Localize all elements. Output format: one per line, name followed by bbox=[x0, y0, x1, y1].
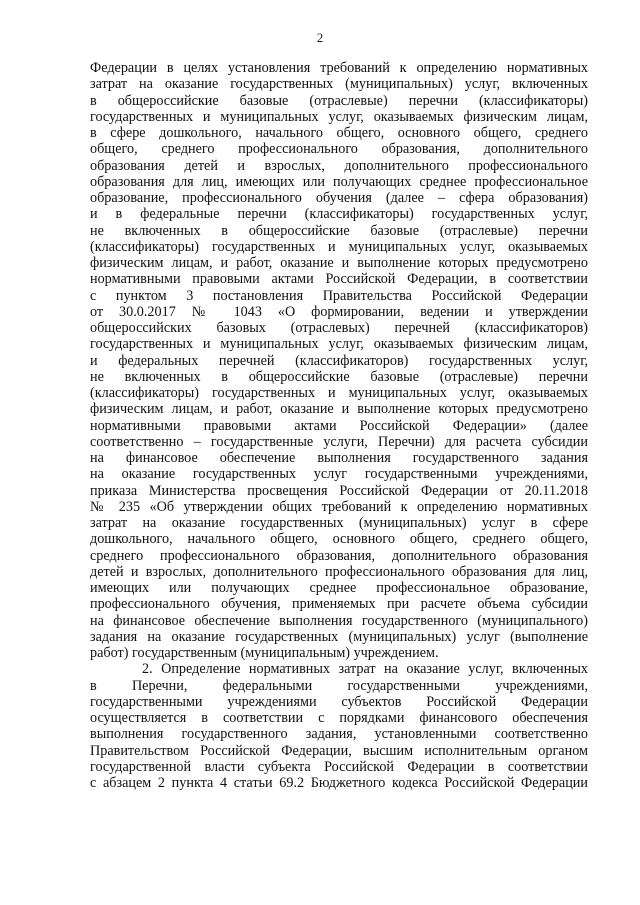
text-line: соответственно – государственные услуги, Перечни) для расчета субсидии bbox=[90, 433, 588, 450]
text-line: (классификаторы) государственных и муниципальных услуг, оказываемых bbox=[90, 238, 588, 255]
text-line: Федерации в целях установления требований к определению нормативных bbox=[90, 60, 588, 76]
text-line: не включенных в общероссийские базовые (отраслевые) перечни bbox=[90, 222, 588, 239]
text-line: с пунктом 3 постановления Правительства Российской Федерации bbox=[90, 287, 588, 304]
paragraph-1 bbox=[90, 60, 588, 661]
text-line: затрат на оказание государственных (муниципальных) услуг, включенных bbox=[90, 76, 588, 93]
text-line: № 235 «Об утверждении общих требований к определению нормативных bbox=[90, 498, 588, 515]
text-line: Правительством Российской Федерации, высшим исполнительным органом bbox=[90, 742, 588, 759]
text-line: не включенных в общероссийские базовые (отраслевые) перечни bbox=[90, 368, 588, 385]
text-line: 2. Определение нормативных затрат на оказание услуг, включенных bbox=[142, 661, 588, 678]
text-line: от 30.0.2017 № 1043 «О формировании, ведении и утверждении bbox=[90, 303, 588, 320]
text-line: осуществляется в соответствии с порядками финансового обеспечения bbox=[90, 710, 588, 726]
text-line: образования детей и взрослых, дополнительного профессионального bbox=[90, 157, 588, 174]
paragraph-2 bbox=[90, 661, 588, 791]
text-line: с абзацем 2 пункта 4 статьи 69.2 Бюджетного кодекса Российской Федерации bbox=[90, 775, 588, 791]
text-line: среднего профессионального образования, дополнительного образования bbox=[90, 547, 588, 564]
text-line: профессионального обучения, применяемых при расчете объема субсидии bbox=[90, 596, 588, 613]
text-line: затрат на оказание государственных (муниципальных) услуг в сфере bbox=[90, 515, 588, 531]
text-line: дошкольного, начального общего, основного общего, среднего общего, bbox=[90, 531, 588, 548]
text-line: на оказание государственных услуг государственными учреждениями, bbox=[90, 466, 588, 483]
text-line: работ) государственным (муниципальным) учреждением. bbox=[90, 645, 439, 661]
text-line: нормативными правовыми актами Российской Федерации, в соответствии bbox=[90, 271, 588, 288]
text-line: и в федеральные перечни (классификаторы) государственных услуг, bbox=[90, 206, 588, 223]
text-line: в общероссийские базовые (отраслевые) перечни (классификаторы) bbox=[90, 92, 588, 109]
text-line: имеющих или получающих среднее профессиональное образование, bbox=[90, 580, 588, 596]
text-line: государственными учреждениями субъектов Российской Федерации bbox=[90, 693, 588, 710]
text-line: в сфере дошкольного, начального общего, основного общего, среднего bbox=[90, 125, 588, 141]
text-line: государственных и муниципальных услуг, оказываемых физическим лицам, bbox=[90, 336, 588, 353]
text-line: общероссийских базовых (отраслевых) перечней (классификаторов) bbox=[90, 320, 588, 336]
text-line: государственной власти субъекта Российской Федерации в соответствии bbox=[90, 758, 588, 775]
page-number: 2 bbox=[316, 30, 324, 45]
text-line: на финансовое обеспечение выполнения государственного задания bbox=[90, 450, 588, 466]
text-line: на финансовое обеспечение выполнения государственного (муниципального) bbox=[90, 612, 588, 629]
text-line: образование, профессионального обучения (далее – сфера образования) bbox=[90, 190, 588, 206]
text-line: физическим лицам, и работ, оказание и выполнение которых предусмотрено bbox=[90, 255, 588, 271]
text-line: образования для лиц, имеющих или получающих среднее профессиональное bbox=[90, 173, 588, 190]
text-line: приказа Министерства просвещения Российской Федерации от 20.11.2018 bbox=[90, 482, 588, 499]
document-body bbox=[90, 60, 588, 791]
text-line: задания на оказание государственных (муниципальных) услуг (выполнение bbox=[90, 628, 588, 645]
text-line: детей и взрослых, дополнительного профессионального образования для лиц, bbox=[90, 563, 588, 580]
text-line: в Перечни, федеральными государственными учреждениями, bbox=[90, 677, 588, 694]
text-line: государственных и муниципальных услуг, оказываемых физическим лицам, bbox=[90, 108, 588, 125]
text-line: (классификаторы) государственных и муниципальных услуг, оказываемых bbox=[90, 385, 588, 401]
text-line: и федеральных перечней (классификаторов) государственных услуг, bbox=[90, 352, 588, 369]
text-line: нормативными правовыми актами Российской Федерации» (далее bbox=[90, 417, 588, 434]
text-line: общего, среднего профессионального образования, дополнительного bbox=[90, 141, 588, 158]
text-line: физическим лицам, и работ, оказание и выполнение которых предусмотрено bbox=[90, 401, 588, 418]
text-line: выполнения государственного задания, установленными соответственно bbox=[90, 726, 588, 743]
